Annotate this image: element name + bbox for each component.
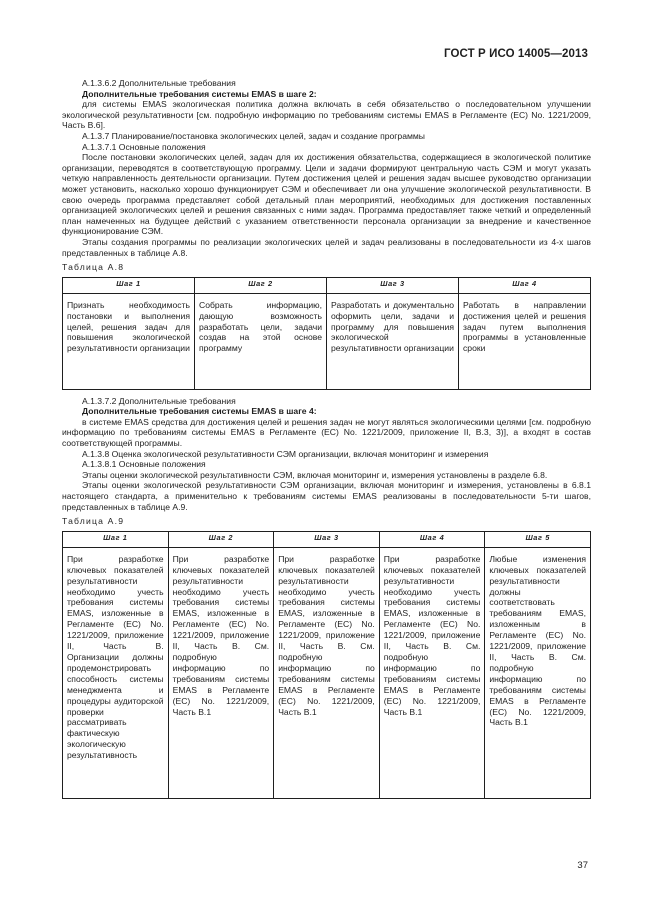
table-header-cell: Шаг 3 [274, 531, 380, 547]
table-cell [63, 547, 169, 798]
table-header-row [63, 277, 591, 293]
table-cell [327, 293, 459, 389]
cell-text: Признать необходимость постановки и выполнения целей, решения задач для повышения экологической результативности организации [67, 299, 190, 354]
table-cell [195, 293, 327, 389]
page-number: 37 [577, 860, 588, 871]
table-header-cell: Шаг 5 [485, 531, 591, 547]
table-cell [274, 547, 380, 798]
section-heading: А.1.3.6.2 Дополнительные требования [82, 78, 236, 88]
table-header-cell: Шаг 2 [168, 531, 274, 547]
paragraph: Этапы оценки экологической результативности СЭМ, включая мониторинг и, измерения установлены в разделе 6.8. [82, 469, 548, 480]
table-cell [379, 547, 485, 798]
cell-text: Работать в направлении достижения целей и решения задач путем выполнения программы в установленные сроки [463, 299, 586, 354]
table-header-cell: Шаг 4 [459, 277, 591, 293]
cell-text: При разработке ключевых показателей результативности необходимо учесть требования системы EMAS, изложенные в Регламенте (ЕС) No. 1221/2009, приложение II, Часть В. См. подробную информацию по требованиям системы EMAS в Регламенте (ЕС) No. 1221/2009, Часть В.1 [278, 553, 375, 717]
table-caption: Таблица А.8 [62, 262, 125, 273]
section-heading: А.1.3.7.2 Дополнительные требования [82, 395, 236, 406]
section-subheading: Дополнительные требования системы EMAS в шаге 4: [82, 406, 317, 417]
table-header-cell: Шаг 1 [63, 277, 195, 293]
section-heading: А.1.3.7.1 Основные положения [82, 141, 206, 152]
table-row [63, 293, 591, 389]
section-heading: А.1.3.7 Планирование/постановка экологических целей, задач и создание программы [82, 130, 425, 141]
table-cell [168, 547, 274, 798]
cell-text: При разработке ключевых показателей результативности необходимо учесть требования системы EMAS, изложенные в Регламенте (ЕС) No. 1221/2009, приложение II, Часть В. См. подробную информацию по требованиям системы EMAS в Регламенте (ЕС) No. 1221/2009, Часть В.1 [383, 553, 481, 717]
cell-text: Любые изменения ключевых показателей результативности должны соответствовать требованиям EMAS, изложенным в Регламенте (ЕС) No. 1221/2009, приложение II, Часть В. См. подробную информацию по требованиям системы EMAS в Регламенте (ЕС) No. 1221/2009, Часть В.1 [489, 553, 586, 728]
table-header-cell: Шаг 4 [379, 531, 485, 547]
section-heading: А.1.3.8.1 Основные положения [82, 459, 206, 470]
table-row [63, 547, 591, 798]
page-content [62, 78, 591, 799]
table-header-cell: Шаг 1 [63, 531, 169, 547]
table-cell [485, 547, 591, 798]
table-a9 [62, 531, 591, 799]
cell-text: Разработать и документально оформить цели, задачи и программу для повышения экологической результативности организации [331, 299, 454, 354]
section-heading: А.1.3.8 Оценка экологической результативности СЭМ организации, включая мониторинг и измерения [82, 448, 489, 459]
paragraph: для системы EMAS экологическая политика должна включать в себя обязательство о последовательном улучшении экологической результативности [см. подробную информацию по требованиям системы EMAS в Регламенте (ЕС) No. 1221/2009, Часть В.6]. [62, 99, 591, 131]
table-header-cell: Шаг 3 [327, 277, 459, 293]
paragraph: Этапы создания программы по реализации экологических целей и задач реализованы в последовательности из 4-х шагов представленных в таблице А.8. [62, 236, 591, 258]
paragraph: После постановки экологических целей, задач для их достижения обязательства, содержащиеся в экологической политике организации, переводятся в соответствующую программу. Цели и задачи формируют центральную часть СЭМ и могут указать четкую направленность деятельности организации. Путем достижения целей и решения задач высшее руководство организации может установить, насколько хорошо функционирует СЭМ и обеспечивает ли она улучшение экологической результативности. В свою очередь программа представляет собой детальный план мероприятий, необходимых для достижения поставленных организацией экологических целей и решения связанных с ними задач. Программа предоставляет также четкий и определенный план намеченных на будущее действий с указанием ответственности персонала организации за внедрение и качественное функционирование СЭМ. [62, 152, 591, 237]
table-header-row [63, 531, 591, 547]
paragraph: в системе EMAS средства для достижения целей и решения задач не могут являться экологическими целями [см. подробную информацию по требованиям системы EMAS в Регламенте (ЕС) No. 1221/2009, приложение II, В.3, 3)], а входят в состав соответствующей программы. [62, 416, 591, 449]
section-subheading: Дополнительные требования системы EMAS в шаге 2: [82, 88, 317, 99]
table-cell [459, 293, 591, 389]
cell-text: Собрать информацию, дающую возможность разработать цели, задачи создав на этой основе программу [199, 299, 322, 354]
table-cell [63, 293, 195, 389]
table-caption: Таблица А.9 [62, 516, 125, 527]
paragraph: Этапы оценки экологической результативности СЭМ организации, включая мониторинг и измерения, установлены в 6.8.1 настоящего стандарта, а применительно к требованиям системы EMAS реализованы в последовательности 5-ти шагов, представленных в таблице А.9. [62, 480, 591, 512]
standard-header: ГОСТ Р ИСО 14005—2013 [443, 48, 588, 60]
cell-text: При разработке ключевых показателей результативности необходимо учесть требования системы EMAS, изложенные в Регламенте (ЕС) No. 1221/2009, приложение II, Часть В. См. подробную информацию по требованиям системы EMAS в Регламенте (ЕС) No. 1221/2009, Часть В.1 [172, 553, 270, 717]
table-header-cell: Шаг 2 [195, 277, 327, 293]
cell-text: При разработке ключевых показателей результативности необходимо учесть требования системы EMAS, изложенные в Регламенте (ЕС) No. 1221/2009, приложение II, Часть В. Организации должны продемонстрировать способность системы менеджмента и процедуры аудиторской проверки рассматривать фактическую экологическую результативность [67, 553, 164, 761]
table-a8 [62, 277, 591, 390]
